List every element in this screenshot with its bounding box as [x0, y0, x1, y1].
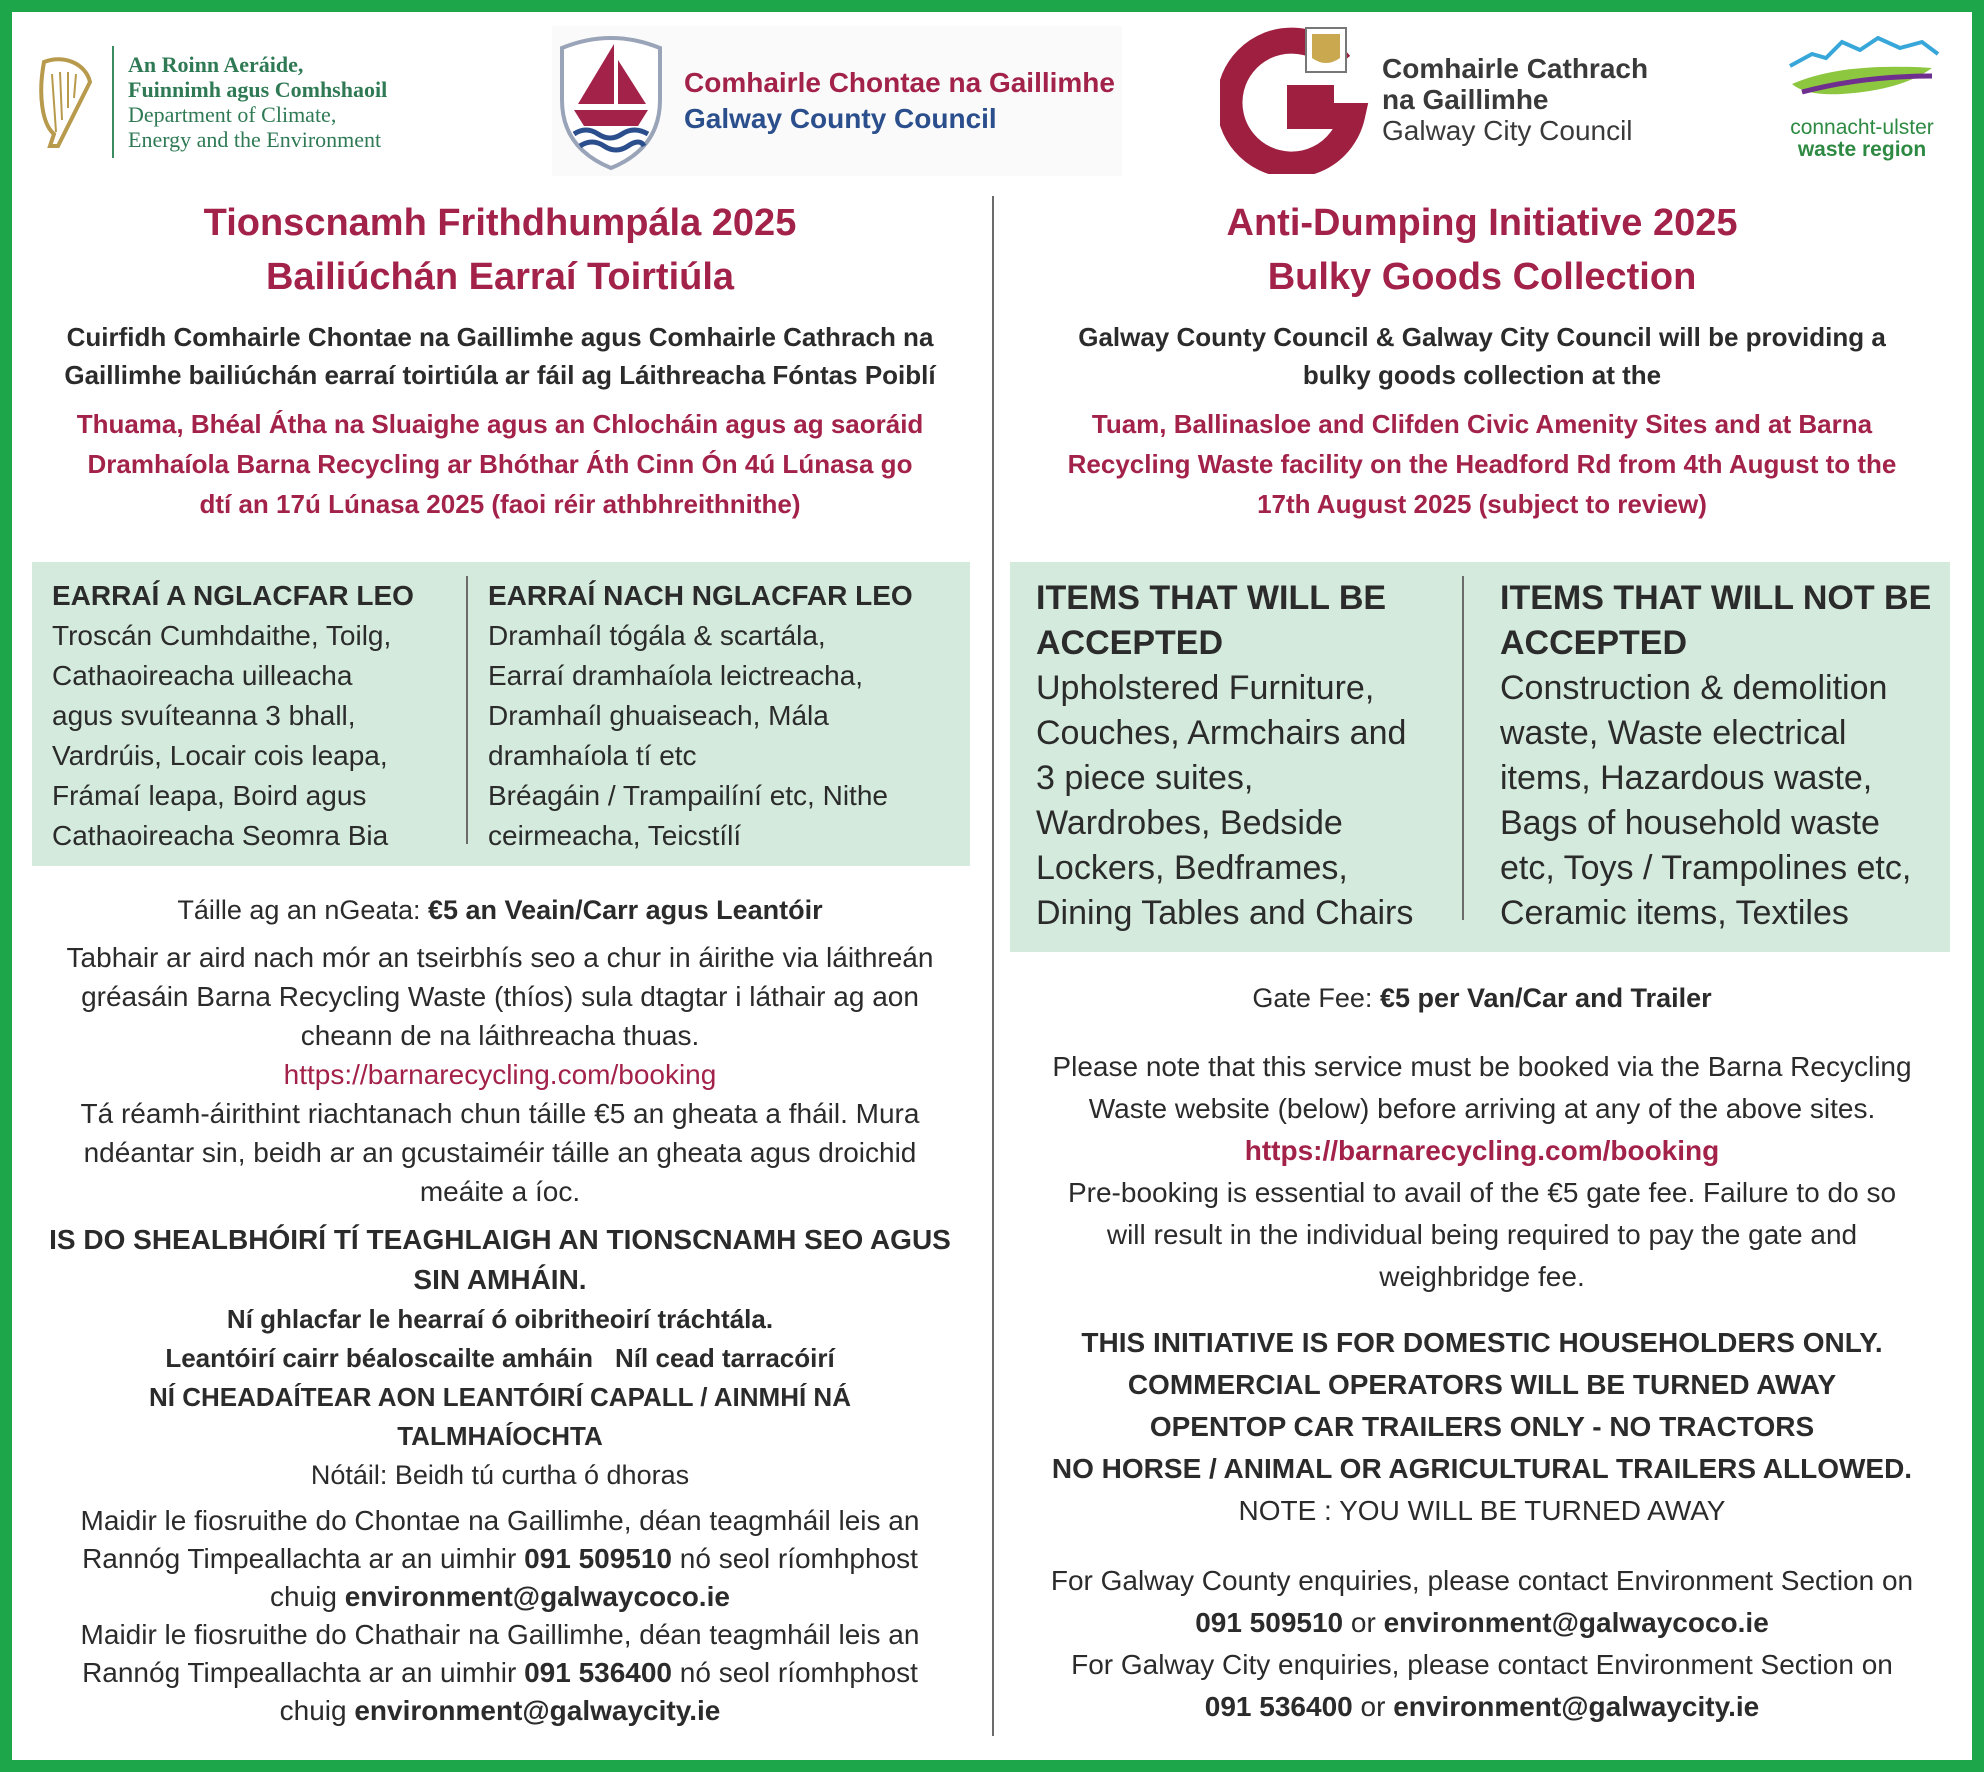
irish-contact-1-line-1: Maidir le fiosruithe do Chontae na Gaillimhe, déan teagmháil leis an: [80, 1505, 920, 1536]
irish-rule-2a: Leantóirí cairr béaloscailte amháin: [165, 1343, 594, 1373]
english-city-email[interactable]: environment@galwaycity.ie: [1393, 1691, 1760, 1722]
city-council-logo: [1220, 24, 1660, 174]
list-item: Dramhaíl tógála & scartála,: [488, 620, 826, 651]
list-item: Bags of household waste: [1500, 804, 1880, 842]
irish-contact-2-chuig: chuig: [279, 1695, 355, 1726]
english-fee: [1010, 978, 1954, 1018]
list-item: Cathaoireacha Seomra Bia: [52, 820, 389, 851]
list-item: Frámaí leapa, Boird agus: [52, 780, 367, 811]
region-line-1: connacht-ulster: [1790, 116, 1934, 139]
english-caps-line-4: NO HORSE / ANIMAL OR AGRICULTURAL TRAILERS ALLOWED.: [1051, 1453, 1913, 1484]
county-name-irish: Comhairle Chontae na Gaillimhe: [684, 67, 1115, 98]
dept-line-4: Energy and the Environment: [128, 127, 382, 152]
dept-line-3: Department of Climate,: [128, 102, 337, 127]
english-intro-line-1: Galway County Council & Galway City Council will be providing a: [1078, 322, 1886, 352]
english-fee-value: €5 per Van/Car and Trailer: [1379, 983, 1712, 1013]
waste-region-logo: [1776, 32, 1948, 172]
list-item: Troscán Cumhdaithe, Toilg,: [52, 620, 392, 651]
english-note-line-1: Please note that this service must be booked via the Barna Recycling: [1052, 1051, 1912, 1082]
irish-contacts: [28, 1502, 972, 1730]
english-contacts: [1010, 1560, 1954, 1728]
english-city-phone[interactable]: 091 536400: [1204, 1691, 1353, 1722]
irish-intro-line-2: Gaillimhe bailiúchán earraí toirtiúla ar fáil ag Láithreacha Fóntas Poiblí: [64, 360, 936, 390]
english-caps-line-1: THIS INITIATIVE IS FOR DOMESTIC HOUSEHOLDERS ONLY.: [1081, 1327, 1883, 1358]
irish-accepted-column: [32, 576, 468, 851]
irish-county-phone[interactable]: 091 509510: [524, 1543, 673, 1574]
region-line-2: waste region: [1797, 138, 1927, 161]
list-item: Wardrobes, Bedside: [1036, 804, 1343, 842]
english-title-2: Bulky Goods Collection: [1267, 256, 1697, 298]
english-county-phone[interactable]: 091 509510: [1195, 1607, 1344, 1638]
english-not-accepted-heading-2: ACCEPTED: [1500, 624, 1688, 662]
irish-rule-3: NÍ CHEADAÍTEAR AON LEANTÓIRÍ CAPALL / AINMHÍ NÁ: [149, 1382, 851, 1412]
irish-fee-value: €5 an Veain/Carr agus Leantóir: [428, 895, 823, 925]
irish-title-2: Bailiúchán Earraí Toirtiúla: [265, 256, 735, 298]
list-item: Dramhaíl ghuaiseach, Mála: [488, 700, 829, 731]
irish-dates: [28, 404, 972, 524]
dept-climate-logo: [34, 40, 434, 164]
city-name-irish-1: Comhairle Cathrach: [1382, 52, 1649, 84]
list-item: ceirmeacha, Teicstílí: [488, 820, 742, 851]
list-item: Construction & demolition: [1500, 669, 1888, 707]
irish-not-accepted-column: [468, 576, 968, 866]
list-item: dramhaíola tí etc: [488, 740, 697, 771]
english-prebook-line-2: will result in the individual being required to pay the gate and: [1106, 1219, 1858, 1250]
irish-booking-note: [28, 938, 972, 1211]
irish-dates-line-2: Dramhaíola Barna Recycling ar Bhóthar Áth Cinn Ón 4ú Lúnasa go: [87, 449, 913, 479]
list-item: agus svuíteanna 3 bhall,: [52, 700, 356, 731]
irish-dates-line-1: Thuama, Bhéal Átha na Sluaighe agus an Chlocháin agus ag saoráid: [76, 409, 924, 439]
irish-contact-1-chuig: chuig: [270, 1581, 345, 1612]
irish-dates-line-3: dtí an 17ú Lúnasa 2025 (faoi réir athbhreithnithe): [199, 489, 801, 519]
english-accepted-column: [1010, 576, 1464, 932]
list-item: Lockers, Bedframes,: [1036, 849, 1348, 887]
irish-note-line-2: gréasáin Barna Recycling Waste (thíos) sula dtagtar i láthair ag aon: [81, 981, 919, 1012]
city-g-icon: [1220, 24, 1370, 174]
irish-intro-line-1: Cuirfidh Comhairle Chontae na Gaillimhe agus Comhairle Cathrach na: [66, 322, 934, 352]
english-not-accepted-heading-1: ITEMS THAT WILL NOT BE: [1500, 579, 1932, 617]
irish-items-box: [32, 562, 970, 866]
english-note-line-2: Waste website (below) before arriving at any of the above sites.: [1088, 1093, 1876, 1124]
county-name-english: Galway County Council: [684, 103, 997, 134]
irish-not-accepted-heading: EARRAÍ NACH NGLACFAR LEO: [488, 580, 913, 611]
english-dates-line-3: 17th August 2025 (subject to review): [1257, 489, 1707, 519]
dept-logo-rule: [112, 46, 114, 158]
irish-prebook-line-3: meáite a íoc.: [419, 1176, 581, 1207]
irish-header: [28, 196, 972, 524]
english-county-email[interactable]: environment@galwaycoco.ie: [1383, 1607, 1769, 1638]
english-caps-line-3: OPENTOP CAR TRAILERS ONLY - NO TRACTORS: [1149, 1411, 1815, 1442]
list-item: 3 piece suites,: [1036, 759, 1254, 797]
english-header: [1010, 196, 1954, 524]
list-item: etc, Toys / Trampolines etc,: [1500, 849, 1912, 887]
column-divider: [992, 196, 994, 1736]
city-name-english: Galway City Council: [1382, 114, 1633, 146]
english-items-box: [1010, 562, 1950, 952]
harp-icon: [34, 54, 96, 150]
english-dates-line-1: Tuam, Ballinasloe and Clifden Civic Amenity Sites and at Barna: [1091, 409, 1873, 439]
irish-contact-2-post: nó seol ríomhphost: [672, 1657, 918, 1688]
english-intro-line-2: bulky goods collection at the: [1302, 360, 1662, 390]
english-accepted-heading-1: ITEMS THAT WILL BE: [1036, 579, 1387, 617]
irish-rule-1: Ní ghlacfar le hearraí ó oibritheoirí tráchtála.: [226, 1304, 774, 1334]
irish-rule-4: TALMHAÍOCHTA: [397, 1421, 603, 1451]
list-item: Cathaoireacha uilleacha: [52, 660, 353, 691]
english-contact-2-line-1: For Galway City enquiries, please contact Environment Section on: [1071, 1649, 1893, 1680]
list-item: Ceramic items, Textiles: [1500, 894, 1849, 932]
list-item: Dining Tables and Chairs: [1036, 894, 1414, 932]
english-contact-2-or: or: [1352, 1691, 1394, 1722]
irish-city-phone[interactable]: 091 536400: [524, 1657, 673, 1688]
list-item: Earraí dramhaíola leictreacha,: [488, 660, 864, 691]
irish-fee-label: Táille ag an nGeata:: [177, 895, 428, 925]
english-contact-1-line-1: For Galway County enquiries, please contact Environment Section on: [1050, 1565, 1914, 1596]
irish-contact-2-pre: Rannóg Timpeallachta ar an uimhir: [82, 1657, 525, 1688]
english-caps-line-5: NOTE : YOU WILL BE TURNED AWAY: [1238, 1495, 1726, 1526]
english-rules: [1010, 1322, 1954, 1532]
list-item: waste, Waste electrical: [1500, 714, 1847, 752]
irish-rule-5: Nótáil: Beidh tú curtha ó dhoras: [310, 1460, 690, 1490]
list-item: Bréagáin / Trampailíní etc, Nithe: [488, 780, 888, 811]
list-item: Vardrúis, Locair cois leapa,: [52, 740, 388, 771]
irish-prebook-line-2: ndéantar sin, beidh ar an gcustaiméir táille an gheata agus droichid: [83, 1137, 917, 1168]
county-council-logo: [552, 26, 1122, 176]
english-caps-line-2: COMMERCIAL OPERATORS WILL BE TURNED AWAY: [1127, 1369, 1837, 1400]
english-dates-line-2: Recycling Waste facility on the Headford Rd from 4th August to the: [1067, 449, 1897, 479]
irish-note-line-3: cheann de na láithreacha thuas.: [300, 1020, 700, 1051]
dept-line-2: Fuinnimh agus Comhshaoil: [128, 77, 388, 102]
irish-county-email[interactable]: environment@galwaycoco.ie: [344, 1581, 730, 1612]
english-accepted-heading-2: ACCEPTED: [1036, 624, 1224, 662]
list-item: Upholstered Furniture,: [1036, 669, 1375, 707]
irish-city-email[interactable]: environment@galwaycity.ie: [354, 1695, 721, 1726]
english-dates: [1010, 404, 1954, 524]
irish-contact-2-line-1: Maidir le fiosruithe do Chathair na Gaillimhe, déan teagmháil leis an: [80, 1619, 920, 1650]
county-shield-icon: [556, 30, 666, 172]
dept-line-1: An Roinn Aeráide,: [128, 52, 304, 77]
irish-intro: [28, 318, 972, 394]
english-not-accepted-column: [1464, 576, 1950, 952]
english-prebook-line-1: Pre-booking is essential to avail of the €5 gate fee. Failure to do so: [1067, 1177, 1897, 1208]
region-skyline-icon: [1782, 32, 1942, 112]
english-title-1: Anti-Dumping Initiative 2025: [1226, 202, 1738, 244]
list-item: Couches, Armchairs and: [1036, 714, 1407, 752]
irish-accepted-heading: EARRAÍ A NGLACFAR LEO: [52, 580, 414, 611]
english-prebook-line-3: weighbridge fee.: [1379, 1261, 1585, 1292]
irish-rules: [28, 1220, 972, 1495]
irish-caps-line-2: SIN AMHÁIN.: [413, 1264, 587, 1295]
irish-contact-1-post: nó seol ríomhphost: [672, 1543, 918, 1574]
irish-rule-2b: Níl cead tarracóirí: [615, 1343, 835, 1373]
english-fee-label: Gate Fee:: [1252, 983, 1380, 1013]
irish-title-1: Tionscnamh Frithdhumpála 2025: [203, 202, 797, 244]
irish-booking-link[interactable]: https://barnarecycling.com/booking: [283, 1059, 717, 1090]
english-contact-1-or: or: [1343, 1607, 1384, 1638]
english-booking-link[interactable]: https://barnarecycling.com/booking: [1244, 1135, 1720, 1166]
city-name-irish-2: na Gaillimhe: [1382, 83, 1549, 115]
irish-prebook-line-1: Tá réamh-áirithint riachtanach chun táille €5 an gheata a fháil. Mura: [80, 1098, 920, 1129]
irish-fee: [28, 890, 972, 930]
english-intro: [1010, 318, 1954, 394]
english-booking-note: [1010, 1046, 1954, 1298]
irish-caps-line-1: IS DO SHEALBHÓIRÍ TÍ TEAGHLAIGH AN TIONSCNAMH SEO AGUS: [49, 1224, 951, 1255]
irish-note-line-1: Tabhair ar aird nach mór an tseirbhís seo a chur in áirithe via láithreán: [66, 942, 934, 973]
irish-contact-1-pre: Rannóg Timpeallachta ar an uimhir: [82, 1543, 525, 1574]
list-item: items, Hazardous waste,: [1500, 759, 1873, 797]
